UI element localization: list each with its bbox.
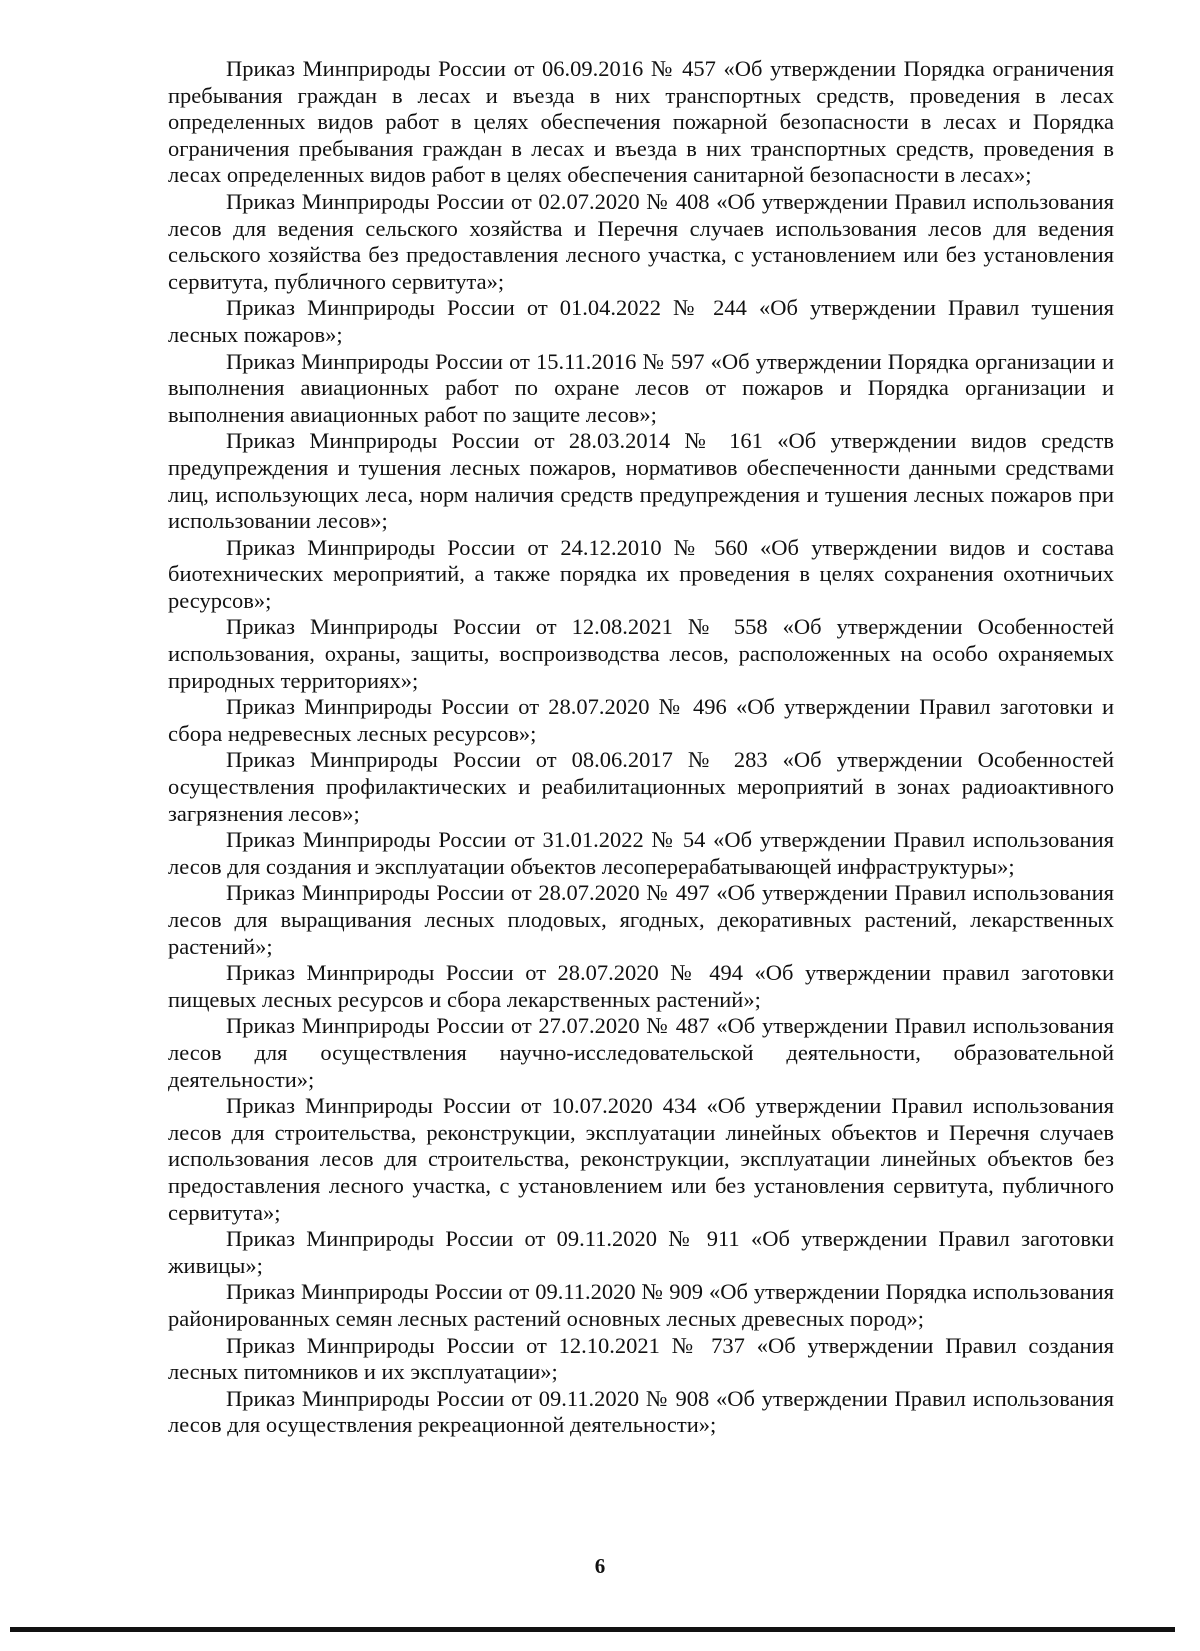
document-body bbox=[168, 56, 1114, 1439]
paragraph: Приказ Минприроды России от 06.09.2016 № 457 «Об утверждении Порядка ограничения пребывания граждан в лесах и въезда в них транспортных средств, проведения в лесах определенных видов работ в целях обеспечения пожарной безопасности в лесах и Порядка ограничения пребывания граждан в лесах и въезда в них транспортных средств, проведения в лесах определенных видов работ в целях обеспечения санитарной безопасности в лесах»; bbox=[168, 56, 1114, 188]
paragraph: Приказ Минприроды России от 01.04.2022 № 244 «Об утверждении Правил тушения лесных пожаров»; bbox=[168, 295, 1114, 347]
page-number: 6 bbox=[594, 1554, 606, 1578]
paragraph: Приказ Минприроды России от 24.12.2010 № 560 «Об утверждении видов и состава биотехнических мероприятий, а также порядка их проведения в целях сохранения охотничьих ресурсов»; bbox=[168, 534, 1114, 613]
paragraph: Приказ Минприроды России от 27.07.2020 № 487 «Об утверждении Правил использования лесов для осуществления научно-исследовательской деятельности, образовательной деятельности»; bbox=[168, 1013, 1114, 1092]
paragraph: Приказ Минприроды России от 09.11.2020 № 908 «Об утверждении Правил использования лесов для осуществления рекреационной деятельности»; bbox=[168, 1385, 1114, 1438]
paragraph: Приказ Минприроды России от 15.11.2016 № 597 «Об утверждении Порядка организации и выполнения авиационных работ по охране лесов от пожаров и Порядка организации и выполнения авиационных работ по защите лесов»; bbox=[168, 348, 1114, 427]
paragraph: Приказ Минприроды России от 31.01.2022 № 54 «Об утверждении Правил использования лесов для создания и эксплуатации объектов лесоперерабатывающей инфраструктуры»; bbox=[168, 827, 1114, 879]
paragraph: Приказ Минприроды России от 12.08.2021 № 558 «Об утверждении Особенностей использования, охраны, защиты, воспроизводства лесов, расположенных на особо охраняемых природных территориях»; bbox=[168, 614, 1114, 693]
paragraph: Приказ Минприроды России от 10.07.2020 434 «Об утверждении Правил использования лесов для строительства, реконструкции, эксплуатации линейных объектов и Перечня случаев использования лесов для строительства, реконструкции, эксплуатации линейных объектов без предоставления лесного участка, с установлением или без установления сервитута, публичного сервитута»; bbox=[168, 1093, 1114, 1225]
paragraph: Приказ Минприроды России от 02.07.2020 № 408 «Об утверждении Правил использования лесов для ведения сельского хозяйства и Перечня случаев использования лесов для ведения сельского хозяйства без предоставления лесного участка, с установлением или без установления сервитута, публичного сервитута»; bbox=[168, 188, 1114, 294]
paragraph: Приказ Минприроды России от 28.03.2014 № 161 «Об утверждении видов средств предупреждения и тушения лесных пожаров, нормативов обеспеченности данными средствами лиц, использующих леса, норм наличия средств предупреждения и тушения лесных пожаров при использовании лесов»; bbox=[168, 428, 1114, 534]
paragraph: Приказ Минприроды России от 09.11.2020 № 909 «Об утверждении Порядка использования районированных семян лесных растений основных лесных древесных пород»; bbox=[168, 1279, 1114, 1331]
paragraph: Приказ Минприроды России от 12.10.2021 № 737 «Об утверждении Правил создания лесных питомников и их эксплуатации»; bbox=[168, 1332, 1114, 1385]
paragraph: Приказ Минприроды России от 09.11.2020 № 911 «Об утверждении Правил заготовки живицы»; bbox=[168, 1226, 1114, 1278]
paragraph: Приказ Минприроды России от 28.07.2020 № 496 «Об утверждении Правил заготовки и сбора недревесных лесных ресурсов»; bbox=[168, 694, 1114, 746]
paragraph: Приказ Минприроды России от 28.07.2020 № 497 «Об утверждении Правил использования лесов для выращивания лесных плодовых, ягодных, декоративных растений, лекарственных растений»; bbox=[168, 880, 1114, 959]
paragraph: Приказ Минприроды России от 08.06.2017 № 283 «Об утверждении Особенностей осуществления профилактических и реабилитационных мероприятий в зонах радиоактивного загрязнения лесов»; bbox=[168, 747, 1114, 826]
bottom-rule bbox=[10, 1627, 1175, 1632]
paragraph: Приказ Минприроды России от 28.07.2020 № 494 «Об утверждении правил заготовки пищевых лесных ресурсов и сбора лекарственных растений»; bbox=[168, 960, 1114, 1012]
